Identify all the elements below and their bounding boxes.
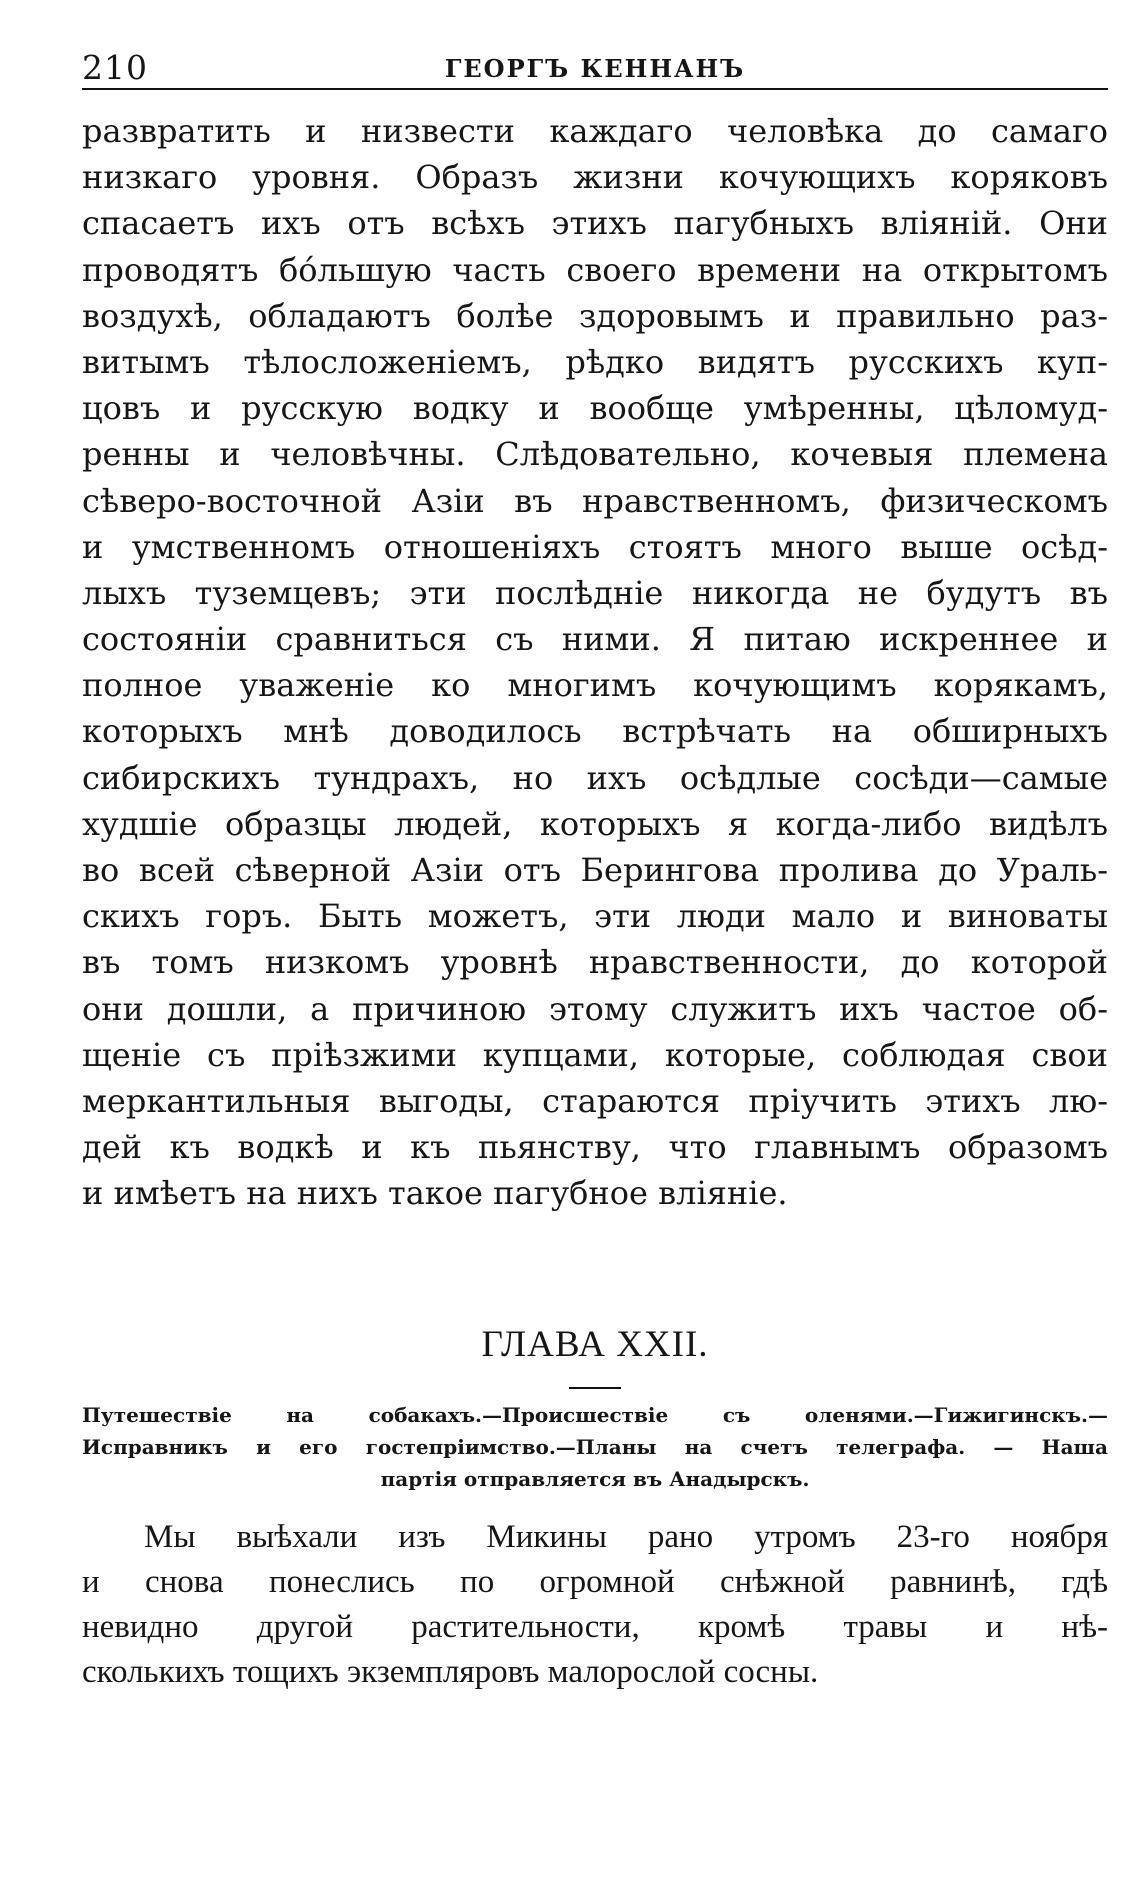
- text-line: они дошли, а причиною этому служитъ ихъ частое об-: [82, 989, 1108, 1028]
- text-line: и умственномъ отношеніяхъ стоятъ много выше осѣд-: [82, 527, 1108, 566]
- summary-line: партія отправляется въ Анадырскъ.: [380, 1466, 810, 1491]
- summary-line: Путешествіе на собакахъ.—Происшествіе съ оленями.—Гижигинскъ.—: [82, 1402, 1108, 1427]
- text-line: спасаетъ ихъ отъ всѣхъ этихъ пагубныхъ вліяній. Они: [82, 204, 1108, 243]
- text-line: во всей сѣверной Азіи отъ Берингова пролива до Ураль-: [82, 851, 1108, 889]
- text-line: лыхъ туземцевъ; эти послѣдніе никогда не будутъ въ: [82, 573, 1108, 612]
- text-line: худшіе образцы людей, которыхъ я когда-либо видѣлъ: [82, 804, 1108, 843]
- text-line: полное уваженіе ко многимъ кочующимъ корякамъ,: [82, 666, 1108, 705]
- body-text: [82, 108, 1108, 1217]
- text-line: ренны и человѣчны. Слѣдовательно, кочевыя племена: [82, 435, 1108, 474]
- text-line: скихъ горъ. Быть можетъ, эти люди мало и виноваты: [82, 897, 1108, 936]
- running-title: ГЕОРГЪ КЕННАНЪ: [444, 54, 746, 83]
- running-head: [82, 48, 1108, 90]
- text-line: проводятъ бо́льшую часть своего времени на открытомъ: [82, 250, 1108, 289]
- text-line: щеніе съ пріѣзжими купцами, которые, соблюдая свои: [82, 1035, 1108, 1074]
- text-line: меркантильныя выгоды, стараются пріучить этихъ лю-: [82, 1081, 1108, 1120]
- chapter-text-line: сколькихъ тощихъ экземпляровъ малорослой сосны.: [82, 1653, 819, 1690]
- text-line: сѣверо-восточной Азіи въ нравственномъ, физическомъ: [82, 481, 1108, 520]
- chapter-title: ГЛАВА XXII.: [481, 1323, 709, 1365]
- text-line: сибирскихъ тундрахъ, но ихъ осѣдлые сосѣди—самые: [82, 758, 1108, 797]
- text-line: витымъ тѣлосложеніемъ, рѣдко видятъ русскихъ куп-: [82, 342, 1108, 381]
- chapter-summary: [82, 1399, 1108, 1495]
- chapter-text-line: и снова понеслись по огромной снѣжной равнинѣ, гдѣ: [82, 1563, 1108, 1600]
- text-line: цовъ и русскую водку и вообще умѣренны, цѣломуд-: [82, 389, 1108, 428]
- text-line: низкаго уровня. Образъ жизни кочующихъ коряковъ: [82, 158, 1108, 197]
- text-line: въ томъ низкомъ уровнѣ нравственности, до которой: [82, 943, 1108, 982]
- text-line: дей къ водкѣ и къ пьянству, что главнымъ образомъ: [82, 1128, 1108, 1167]
- text-line: и имѣетъ на нихъ такое пагубное вліяніе.: [82, 1174, 788, 1213]
- page-number: 210: [82, 48, 148, 87]
- chapter-text-line: Мы выѣхали изъ Микины рано утромъ 23-го ноября: [144, 1518, 1108, 1555]
- text-line: которыхъ мнѣ доводилось встрѣчать на обширныхъ: [82, 712, 1108, 751]
- chapter-text-line: невидно другой растительности, кромѣ травы и нѣ-: [82, 1608, 1108, 1645]
- summary-line: Исправникъ и его гостепріимство.—Планы на счетъ телеграфа. — Наша: [82, 1434, 1108, 1459]
- chapter-text: [82, 1515, 1108, 1695]
- text-line: состояніи сравниться съ ними. Я питаю искреннее и: [82, 620, 1108, 659]
- book-page: [82, 48, 1108, 1695]
- chapter-rule: [569, 1387, 621, 1389]
- text-line: развратить и низвести каждаго человѣка до самаго: [82, 112, 1108, 150]
- text-line: воздухѣ, обладаютъ болѣе здоровымъ и правильно раз-: [82, 296, 1108, 335]
